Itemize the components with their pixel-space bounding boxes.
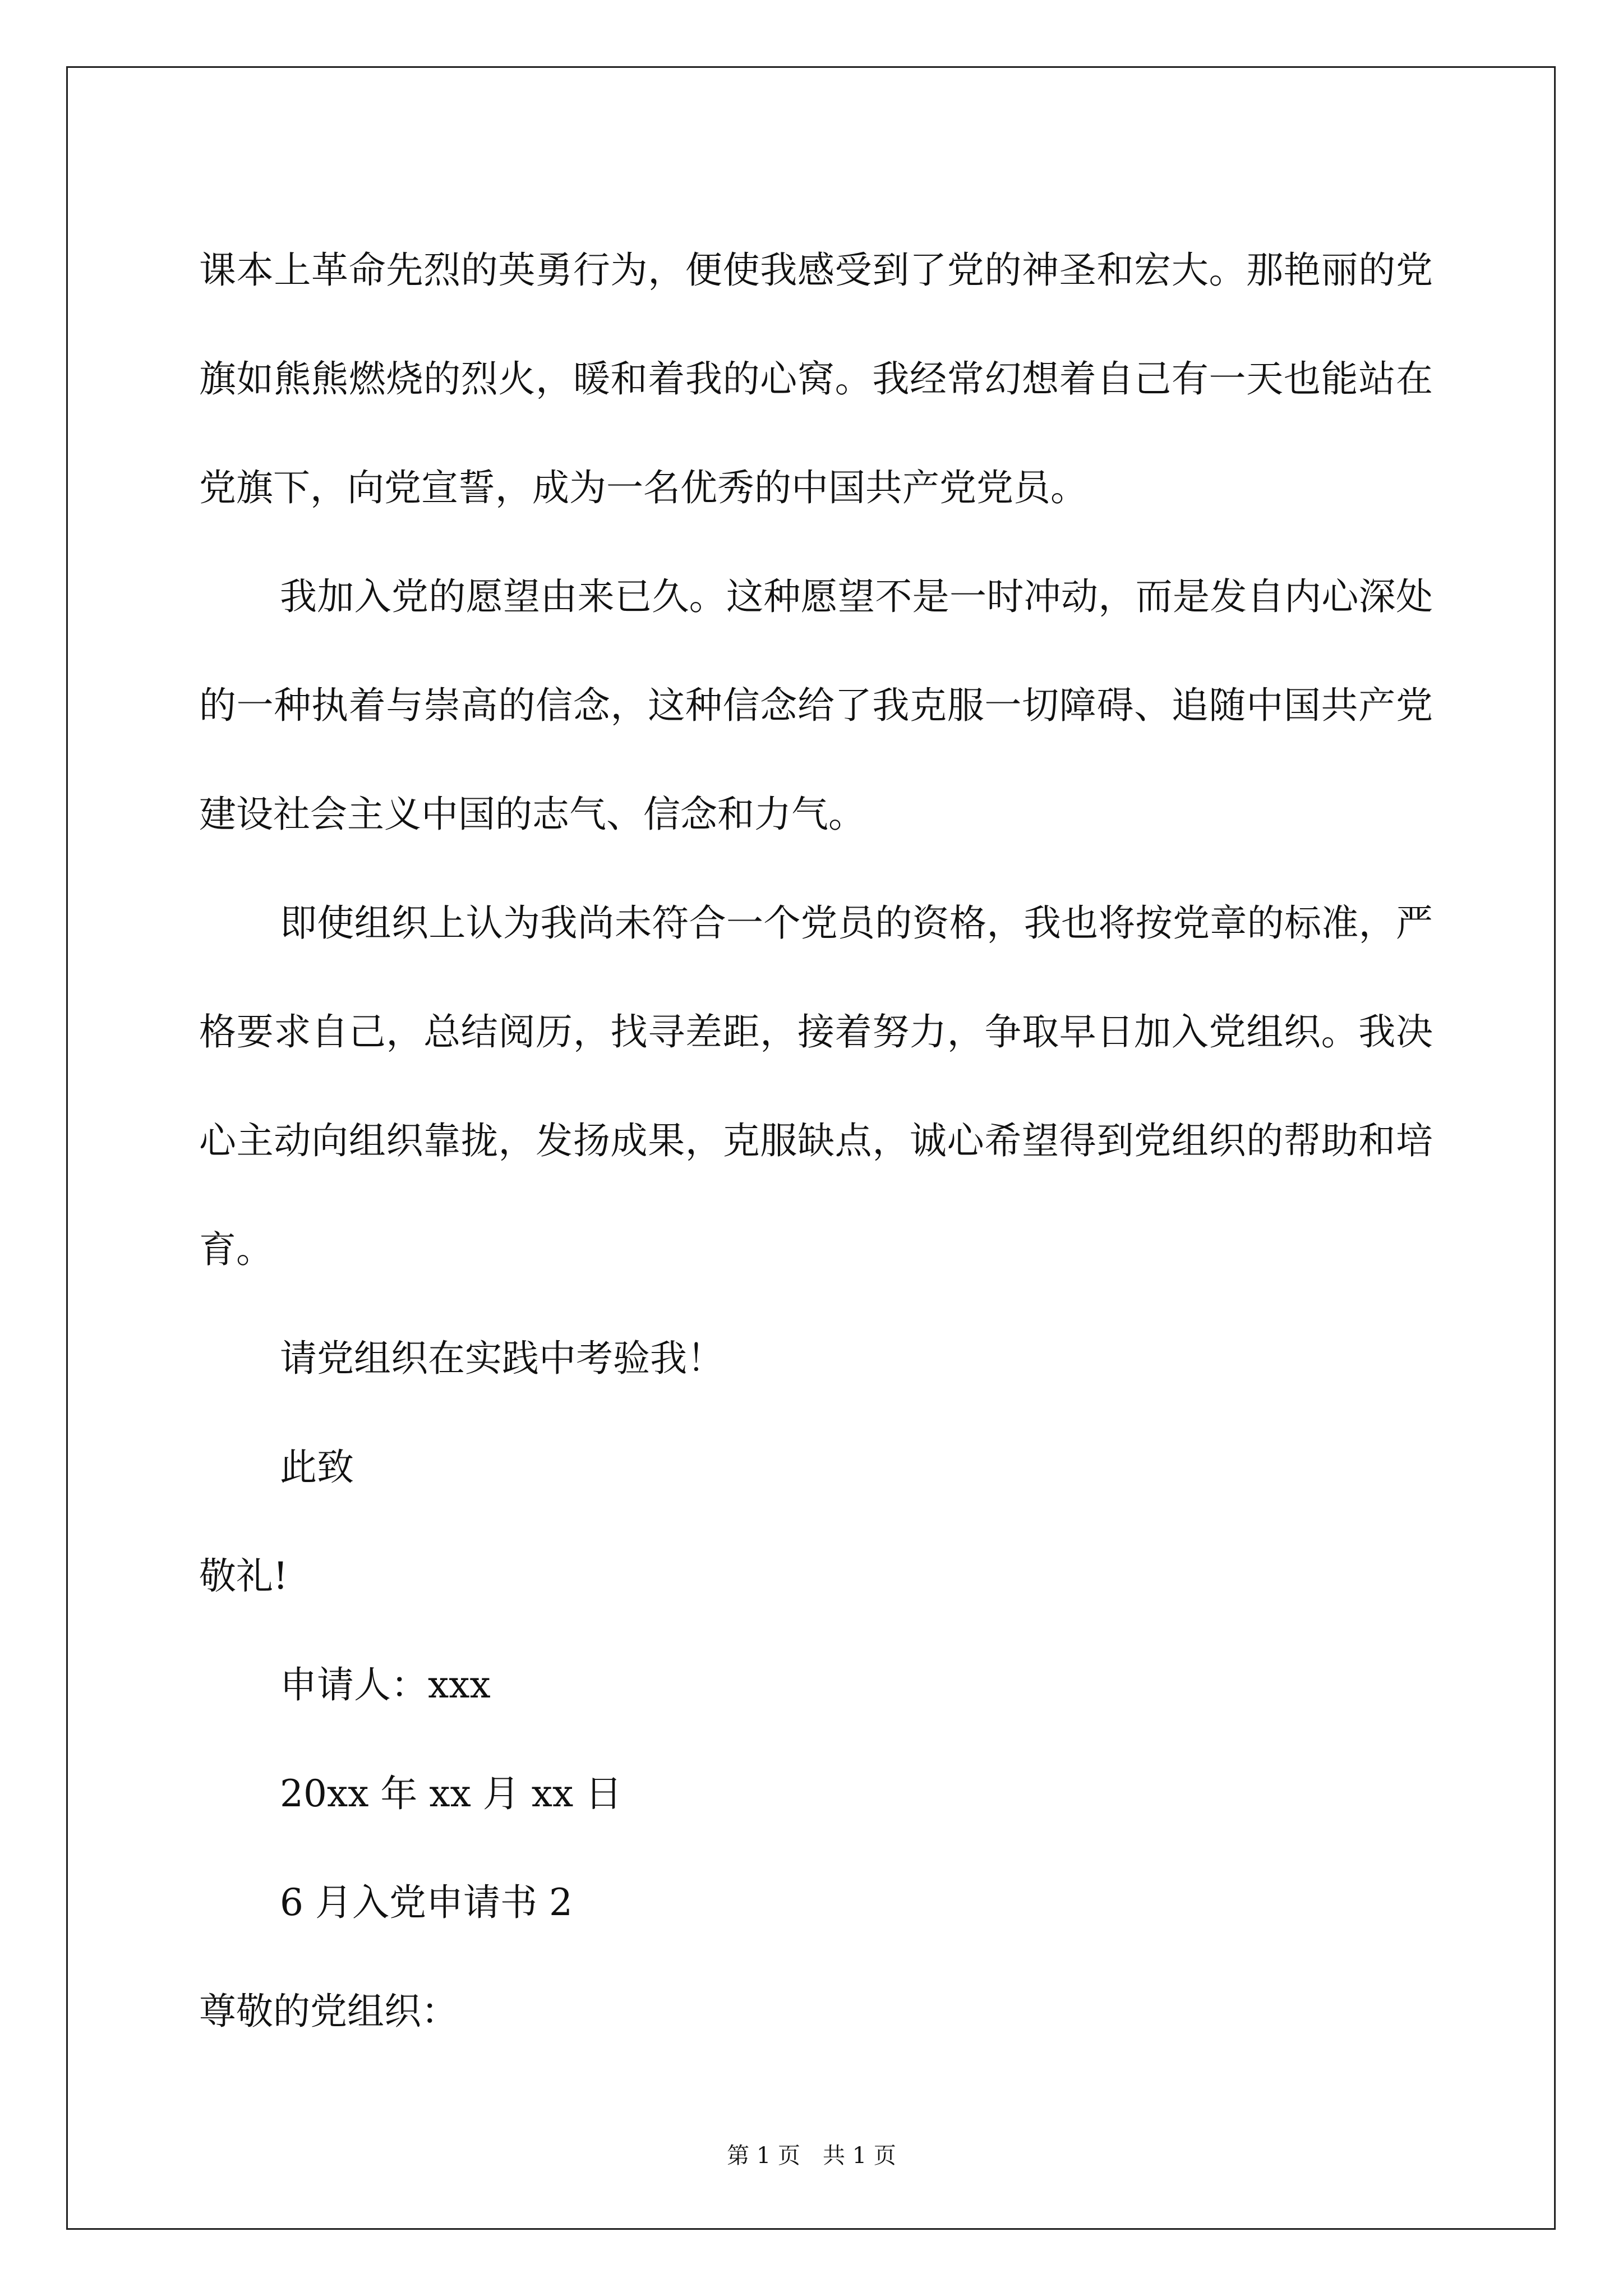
page-footer: 第 1 页 共 1 页	[727, 2143, 896, 2169]
greeting-line: 尊敬的党组织：	[199, 1990, 458, 2033]
paragraph-1: 课本上革命先烈的英勇行为，便使我感受到了党的神圣和宏大。那艳丽的党旗如熊熊燃烧的烈火，暖和着我的心窝。我经常幻想着自己有一天也能站在党旗下，向党宣誓，成为一名优秀的中国共产党党员。	[199, 249, 1433, 509]
document-body	[199, 216, 1433, 2066]
paragraph-exhortation: 请党组织在实践中考验我！	[280, 1337, 724, 1380]
closing-salutation: 此致	[280, 1446, 354, 1489]
paragraph-3: 即使组织上认为我尚未符合一个党员的资格，我也将按党章的标准，严格要求自己，总结阅历，找寻差距，接着努力，争取早日加入党组织。我决心主动向组织靠拢，发扬成果，克服缺点，诚心希望得到党组织的帮助和培育。	[199, 901, 1433, 1271]
section-title: 6 月入党申请书 2	[280, 1881, 573, 1924]
closing-respect: 敬礼!	[199, 1554, 288, 1598]
date-line: 20xx 年 xx 月 xx 日	[280, 1772, 623, 1815]
paragraph-2: 我加入党的愿望由来已久。这种愿望不是一时冲动，而是发自内心深处的一种执着与崇高的信念，这种信念给了我克服一切障碍、追随中国共产党建设社会主义中国的志气、信念和力气。	[199, 575, 1433, 836]
applicant-line: 申请人：xxx	[280, 1663, 491, 1706]
